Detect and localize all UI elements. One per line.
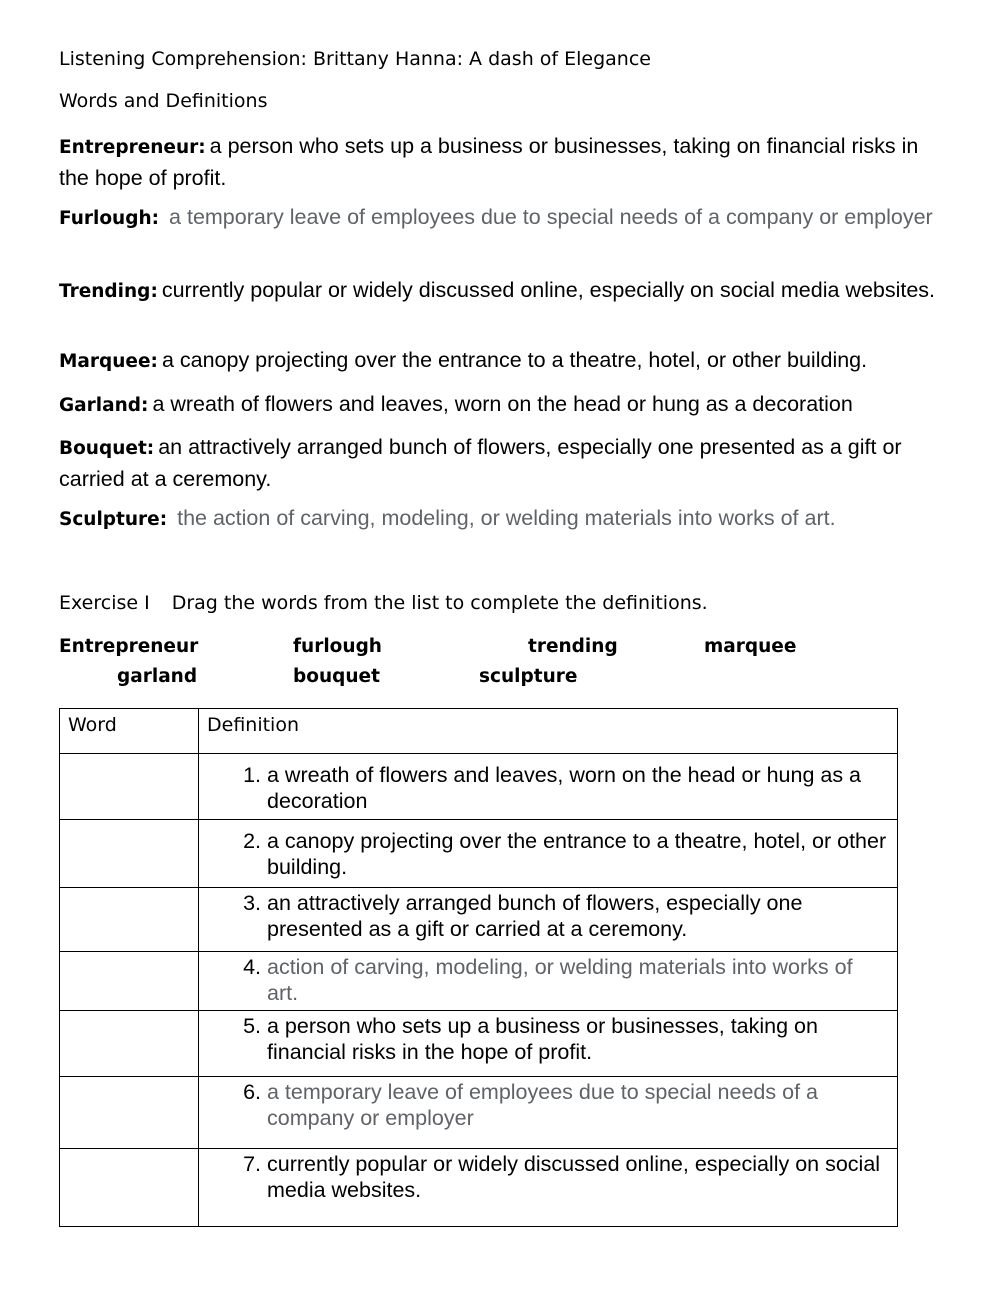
definition-trending: Trending: currently popular or widely discussed online, especially on social media websites.: [59, 278, 936, 302]
definition-cell: [199, 754, 898, 820]
definition-sculpture: Sculpture: the action of carving, modeling, or welding materials into works of art.: [59, 506, 836, 530]
item-number: 4.: [243, 955, 261, 979]
exercise-label: Exercise I: [59, 592, 150, 614]
section-heading: Words and Definitions: [59, 90, 268, 112]
table-row: [60, 754, 898, 820]
word-bank-garland[interactable]: garland: [117, 666, 198, 687]
term: Sculpture: [59, 509, 160, 530]
exercise-heading: [59, 592, 708, 614]
item-number: 1.: [243, 763, 261, 787]
definition-cell: [199, 952, 898, 1011]
definition-furlough: Furlough: a temporary leave of employees due to special needs of a company or employer: [59, 205, 933, 229]
definition-text: a wreath of flowers and leaves, worn on the head or hung as a decoration: [152, 392, 853, 416]
word-bank-furlough[interactable]: furlough: [293, 636, 382, 657]
table-header-row: [60, 709, 898, 754]
term: Furlough: [59, 208, 152, 229]
exercise-instruction: Drag the words from the list to complete the definitions.: [171, 592, 708, 614]
definition-entrepreneur: Entrepreneur: a person who sets up a business or businesses, taking on financial risks in the hope of profit.: [59, 134, 919, 190]
item-text: a wreath of flowers and leaves, worn on the head or hung as a decoration: [267, 763, 862, 813]
word-drop-zone[interactable]: [60, 1011, 199, 1077]
table-row: [60, 820, 898, 888]
page-title: Listening Comprehension: Brittany Hanna: A dash of Elegance: [59, 48, 651, 70]
definition-cell: [199, 820, 898, 888]
item-number: 7.: [243, 1152, 261, 1176]
header-definition: Definition: [199, 709, 898, 754]
definition-text: a person who sets up a business or businesses, taking on financial risks in the hope of profit.: [59, 134, 919, 190]
item-number: 6.: [243, 1080, 261, 1104]
table-row: [60, 1077, 898, 1149]
term: Garland: [59, 395, 142, 416]
definition-garland: Garland: a wreath of flowers and leaves, worn on the head or hung as a decoration: [59, 392, 853, 416]
word-drop-zone[interactable]: [60, 1149, 199, 1227]
definition-text: the action of carving, modeling, or welding materials into works of art.: [171, 506, 836, 530]
word-drop-zone[interactable]: [60, 820, 199, 888]
item-number: 3.: [243, 891, 261, 915]
item-text: a person who sets up a business or businesses, taking on financial risks in the hope of profit.: [267, 1014, 818, 1064]
definition-bouquet: Bouquet: an attractively arranged bunch of flowers, especially one presented as a gift or carried at a ceremony.: [59, 435, 902, 491]
definition-text: a canopy projecting over the entrance to a theatre, hotel, or other building.: [161, 348, 868, 372]
table-row: [60, 952, 898, 1011]
definition-text: an attractively arranged bunch of flowers, especially one presented as a gift or carried at a ceremony.: [59, 435, 902, 491]
word-bank-trending[interactable]: trending: [528, 636, 618, 657]
word-bank-marquee[interactable]: marquee: [704, 636, 797, 657]
term: Marquee: [59, 351, 151, 372]
item-number: 2.: [243, 829, 261, 853]
definition-text: a temporary leave of employees due to special needs of a company or employer: [163, 205, 933, 229]
item-text: a temporary leave of employees due to special needs of a company or employer: [267, 1080, 818, 1130]
term: Trending: [59, 281, 151, 302]
definition-cell: [199, 888, 898, 952]
word-drop-zone[interactable]: [60, 952, 199, 1011]
word-bank-entrepreneur[interactable]: Entrepreneur: [59, 636, 199, 657]
item-text: a canopy projecting over the entrance to a theatre, hotel, or other building.: [267, 829, 887, 879]
definition-marquee: Marquee: a canopy projecting over the entrance to a theatre, hotel, or other building.: [59, 348, 868, 372]
word-drop-zone[interactable]: [60, 888, 199, 952]
word-bank-bouquet[interactable]: bouquet: [293, 666, 380, 687]
definition-cell: [199, 1077, 898, 1149]
definition-cell: [199, 1011, 898, 1077]
term: Bouquet: [59, 438, 147, 459]
word-bank-sculpture[interactable]: sculpture: [479, 666, 578, 687]
item-number: 5.: [243, 1014, 261, 1038]
word-drop-zone[interactable]: [60, 754, 199, 820]
matching-table: [59, 708, 898, 1227]
definition-text: currently popular or widely discussed online, especially on social media websites.: [161, 278, 936, 302]
table-row: [60, 888, 898, 952]
word-drop-zone[interactable]: [60, 1077, 199, 1149]
item-text: an attractively arranged bunch of flowers, especially one presented as a gift or carried at a ceremony.: [267, 891, 803, 941]
term: Entrepreneur: [59, 137, 199, 158]
definition-cell: [199, 1149, 898, 1227]
table-row: [60, 1011, 898, 1077]
header-word: Word: [60, 709, 199, 754]
item-text: currently popular or widely discussed online, especially on social media websites.: [267, 1152, 881, 1202]
table-row: [60, 1149, 898, 1227]
item-text: action of carving, modeling, or welding materials into works of art.: [267, 955, 853, 1005]
